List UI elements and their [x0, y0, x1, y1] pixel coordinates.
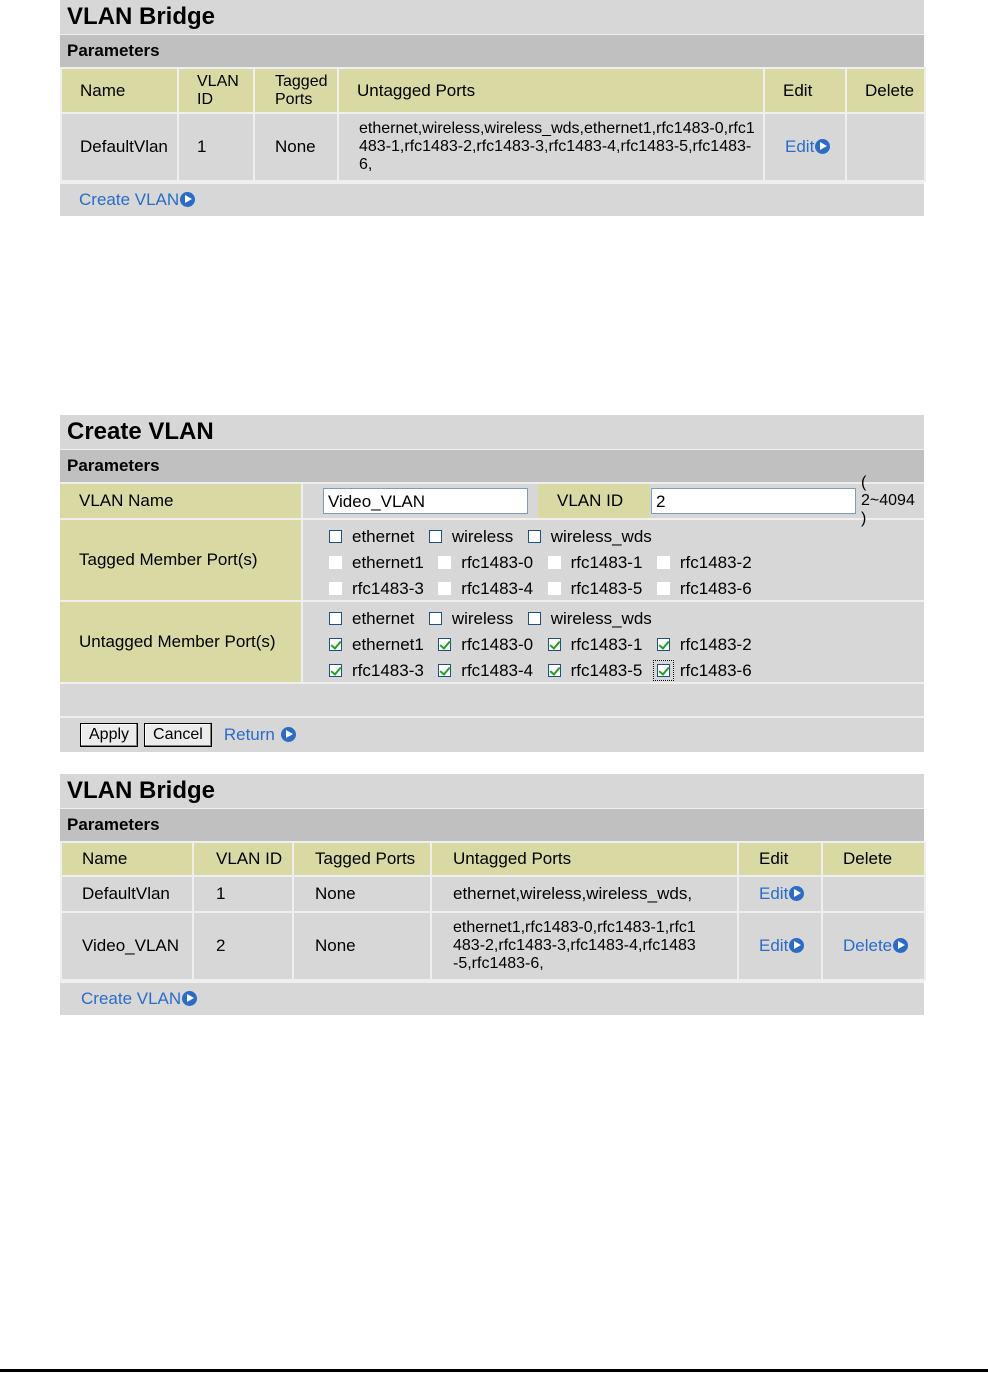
table-row — [61, 912, 925, 980]
vlan-name-label: VLAN Name — [60, 484, 303, 518]
tagged-ports-row: Tagged Member Port(s) ethernet wireless wireless_wds ethernet1 rfc1483-0 rfc1483-1 rfc1483-2 rfc1483-3 rfc1483-4 rfc1483-5 rfc1483-6 — [60, 518, 924, 600]
cancel-button[interactable]: Cancel — [144, 723, 212, 747]
cell-vlan-id: 1 — [178, 113, 254, 181]
vlan-name-input[interactable]: Video_VLAN — [323, 488, 528, 514]
arrow-right-icon — [182, 991, 197, 1006]
cell-name: Video_VLAN — [61, 912, 193, 980]
col-header-untagged-ports: Untagged Ports — [431, 842, 738, 876]
cell-tagged: None — [254, 113, 338, 181]
create-vlan-link[interactable]: Create VLAN — [60, 182, 924, 216]
untagged-checkbox-rfc1483-1[interactable] — [548, 638, 561, 651]
col-header-edit: Edit — [764, 68, 846, 113]
cell-tagged: None — [293, 912, 431, 980]
cell-delete — [822, 876, 925, 912]
cell-delete — [846, 113, 925, 181]
panel-subtitle: Parameters — [60, 449, 924, 482]
panel-subtitle: Parameters — [60, 34, 924, 67]
delete-link[interactable]: Delete — [822, 912, 925, 980]
tagged-checkbox-rfc1483-5[interactable] — [548, 582, 561, 595]
col-header-vlan-id: VLAN ID — [178, 68, 254, 113]
col-header-delete: Delete — [822, 842, 925, 876]
arrow-right-icon — [789, 886, 804, 901]
cell-name: DefaultVlan — [61, 113, 178, 181]
table-row — [61, 876, 925, 912]
vlan-bridge-panel-top — [60, 0, 924, 216]
untagged-checkbox-rfc1483-6[interactable] — [657, 664, 670, 677]
untagged-checkbox-ethernet[interactable] — [329, 612, 342, 625]
form-actions — [60, 716, 924, 752]
col-header-name: Name — [61, 842, 193, 876]
col-header-edit: Edit — [738, 842, 822, 876]
create-vlan-panel — [60, 415, 924, 752]
col-header-tagged-ports: Tagged Ports — [293, 842, 431, 876]
untagged-checkbox-wireless-wds[interactable] — [528, 612, 541, 625]
untagged-checkbox-rfc1483-3[interactable] — [329, 664, 342, 677]
tagged-checkbox-wireless-wds[interactable] — [528, 530, 541, 543]
tagged-checkbox-rfc1483-4[interactable] — [438, 582, 451, 595]
arrow-right-icon — [893, 938, 908, 953]
col-header-untagged-ports: Untagged Ports — [338, 68, 764, 113]
edit-link[interactable]: Edit — [738, 912, 822, 980]
panel-title: VLAN Bridge — [60, 0, 924, 34]
tagged-checkbox-ethernet1[interactable] — [329, 556, 342, 569]
cell-name: DefaultVlan — [61, 876, 193, 912]
col-header-delete: Delete — [846, 68, 925, 113]
vlan-table — [60, 67, 926, 182]
tagged-checkbox-wireless[interactable] — [429, 530, 442, 543]
untagged-checkbox-wireless[interactable] — [429, 612, 442, 625]
untagged-ports-label: Untagged Member Port(s) — [60, 602, 303, 682]
panel-title: VLAN Bridge — [60, 774, 924, 808]
page-bottom-rule — [0, 1369, 988, 1372]
arrow-right-icon — [789, 938, 804, 953]
vlan-bridge-panel-bottom — [60, 774, 924, 1015]
cell-untagged: ethernet,wireless,wireless_wds, — [431, 876, 738, 912]
arrow-right-icon — [180, 192, 195, 207]
arrow-right-icon — [281, 727, 296, 742]
untagged-checkbox-rfc1483-4[interactable] — [438, 664, 451, 677]
cell-untagged: ethernet1,rfc1483-0,rfc1483-1,rfc1483-2,rfc1483-3,rfc1483-4,rfc1483-5,rfc1483-6, — [431, 912, 738, 980]
vlan-table — [60, 841, 926, 981]
untagged-checkbox-rfc1483-5[interactable] — [548, 664, 561, 677]
edit-link[interactable]: Edit — [764, 113, 846, 181]
col-header-name: Name — [61, 68, 178, 113]
edit-link[interactable]: Edit — [738, 876, 822, 912]
cell-tagged: None — [293, 876, 431, 912]
untagged-checkbox-rfc1483-0[interactable] — [438, 638, 451, 651]
untagged-checkbox-rfc1483-2[interactable] — [657, 638, 670, 651]
col-header-tagged-ports: Tagged Ports — [254, 68, 338, 113]
col-header-vlan-id: VLAN ID — [193, 842, 293, 876]
vlan-id-input[interactable]: 2 — [651, 488, 856, 514]
cell-vlan-id: 1 — [193, 876, 293, 912]
panel-subtitle: Parameters — [60, 808, 924, 841]
vlan-name-row — [60, 474, 924, 527]
tagged-ports-label: Tagged Member Port(s) — [60, 520, 303, 600]
tagged-checkbox-rfc1483-0[interactable] — [438, 556, 451, 569]
table-row — [61, 113, 925, 181]
panel-title: Create VLAN — [60, 415, 924, 449]
tagged-checkbox-rfc1483-1[interactable] — [548, 556, 561, 569]
vlan-id-label: VLAN ID — [538, 484, 650, 518]
create-vlan-link[interactable]: Create VLAN — [60, 981, 924, 1015]
tagged-checkbox-ethernet[interactable] — [329, 530, 342, 543]
tagged-checkbox-rfc1483-6[interactable] — [657, 582, 670, 595]
apply-button[interactable]: Apply — [80, 723, 138, 747]
untagged-ports-row: Untagged Member Port(s) ethernet wireless wireless_wds ethernet1 rfc1483-0 rfc1483-1 rfc1483-2 rfc1483-3 rfc1483-4 rfc1483-5 rfc1483-6 — [60, 600, 924, 682]
return-link[interactable]: Return — [224, 725, 296, 745]
cell-vlan-id: 2 — [193, 912, 293, 980]
vlan-id-range: ( 2~4094 ) — [861, 474, 915, 527]
spacer-row — [60, 682, 924, 716]
untagged-checkbox-ethernet1[interactable] — [329, 638, 342, 651]
tagged-checkbox-rfc1483-3[interactable] — [329, 582, 342, 595]
tagged-checkbox-rfc1483-2[interactable] — [657, 556, 670, 569]
arrow-right-icon — [815, 139, 830, 154]
cell-untagged: ethernet,wireless,wireless_wds,ethernet1,rfc1483-0,rfc1483-1,rfc1483-2,rfc1483-3,rfc1483-4,rfc1483-5,rfc1483-6, — [338, 113, 764, 181]
